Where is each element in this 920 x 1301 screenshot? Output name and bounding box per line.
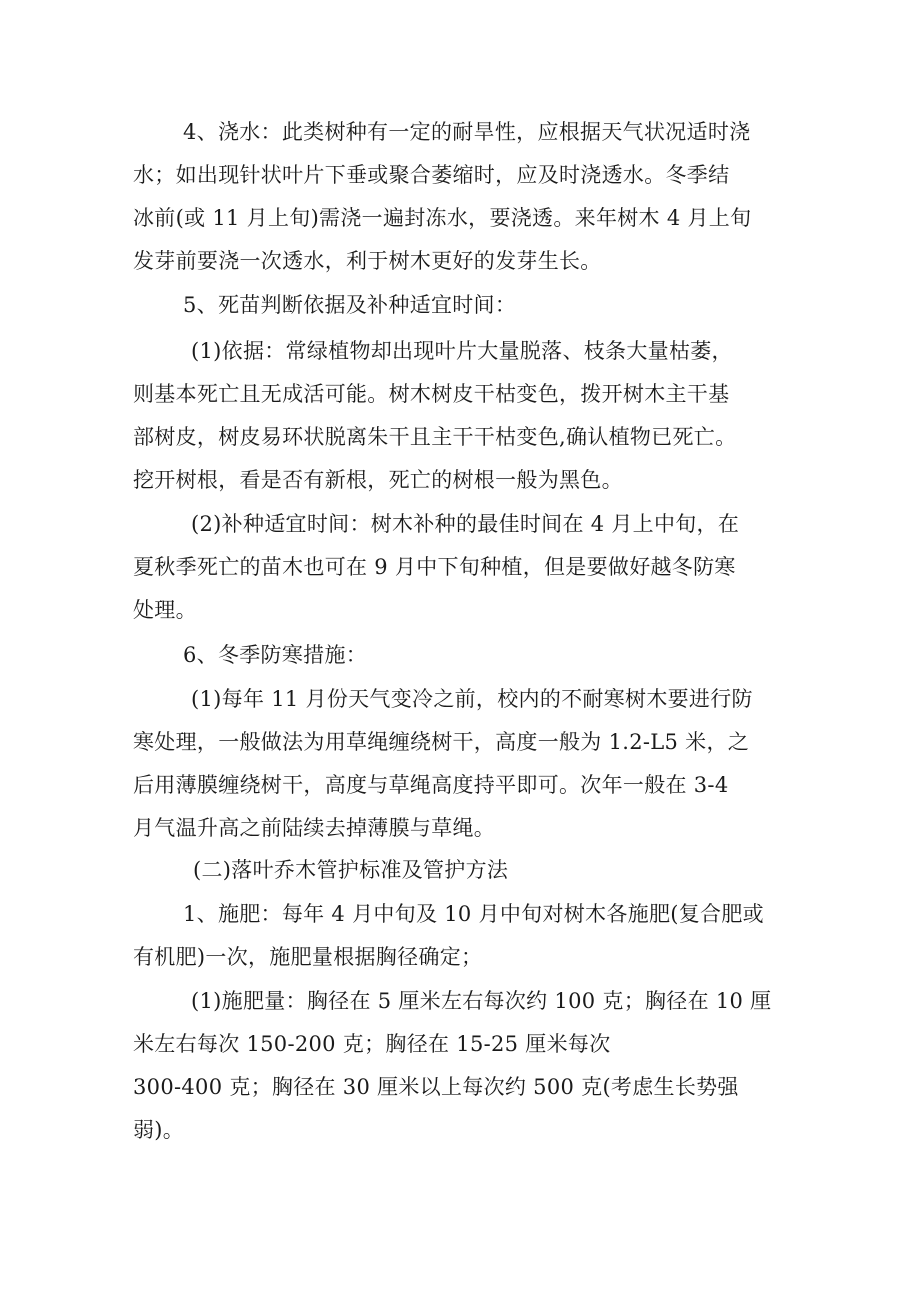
text-line: 有机肥)一次，施肥量根据胸径确定； xyxy=(133,945,483,969)
text-line: (1)施肥量：胸径在 5 厘米左右每次约 100 克；胸径在 10 厘 xyxy=(191,989,772,1013)
section-heading: 6、冬季防寒措施： xyxy=(183,643,368,667)
section-heading: (二)落叶乔木管护标准及管护方法 xyxy=(193,858,509,882)
text-line: 弱)。 xyxy=(133,1118,185,1142)
text-line: 后用薄膜缠绕树干，高度与草绳高度持平即可。次年一般在 3-4 xyxy=(133,773,729,797)
text-line: 部树皮，树皮易环状脱离朱干且主干干枯变色,确认植物已死亡。 xyxy=(133,425,737,449)
text-line: 300-400 克；胸径在 30 厘米以上每次约 500 克(考虑生长势强 xyxy=(133,1075,739,1099)
text-line: (1)每年 11 月份天气变冷之前，校内的不耐寒树木要进行防 xyxy=(191,687,753,711)
text-line: 夏秋季死亡的苗木也可在 9 月中下旬种植，但是要做好越冬防寒 xyxy=(133,555,736,579)
text-line: (1)依据：常绿植物却出现叶片大量脱落、枝条大量枯萎， xyxy=(191,339,733,363)
text-line: 冰前(或 11 月上旬)需浇一遍封冻水，要浇透。来年树木 4 月上旬 xyxy=(133,206,752,230)
section-heading: 5、死苗判断依据及补种适宜时间： xyxy=(183,293,517,317)
text-line: 米左右每次 150-200 克；胸径在 15-25 厘米每次 xyxy=(133,1032,611,1056)
text-line: 4、浇水：此类树种有一定的耐旱性，应根据天气状况适时浇 xyxy=(183,120,751,144)
text-line: 发芽前要浇一次透水，利于树木更好的发芽生长。 xyxy=(133,249,602,273)
text-line: 挖开树根，看是否有新根，死亡的树根一般为黑色。 xyxy=(133,468,623,492)
text-line: 水；如出现针状叶片下垂或聚合萎缩时，应及时浇透水。冬季结 xyxy=(133,163,730,187)
text-line: 月气温升高之前陆续去掉薄膜与草绳。 xyxy=(133,816,496,840)
text-line: (2)补种适宜时间：树木补种的最佳时间在 4 月上中旬，在 xyxy=(191,512,740,536)
text-line: 则基本死亡且无成活可能。树木树皮干枯变色，拨开树木主干基 xyxy=(133,382,730,406)
text-line: 1、施肥：每年 4 月中旬及 10 月中旬对树木各施肥(复合肥或 xyxy=(183,902,764,926)
text-line: 寒处理，一般做法为用草绳缠绕树干，高度一般为 1.2-L5 米，之 xyxy=(133,730,750,754)
text-line: 处理。 xyxy=(133,598,197,622)
